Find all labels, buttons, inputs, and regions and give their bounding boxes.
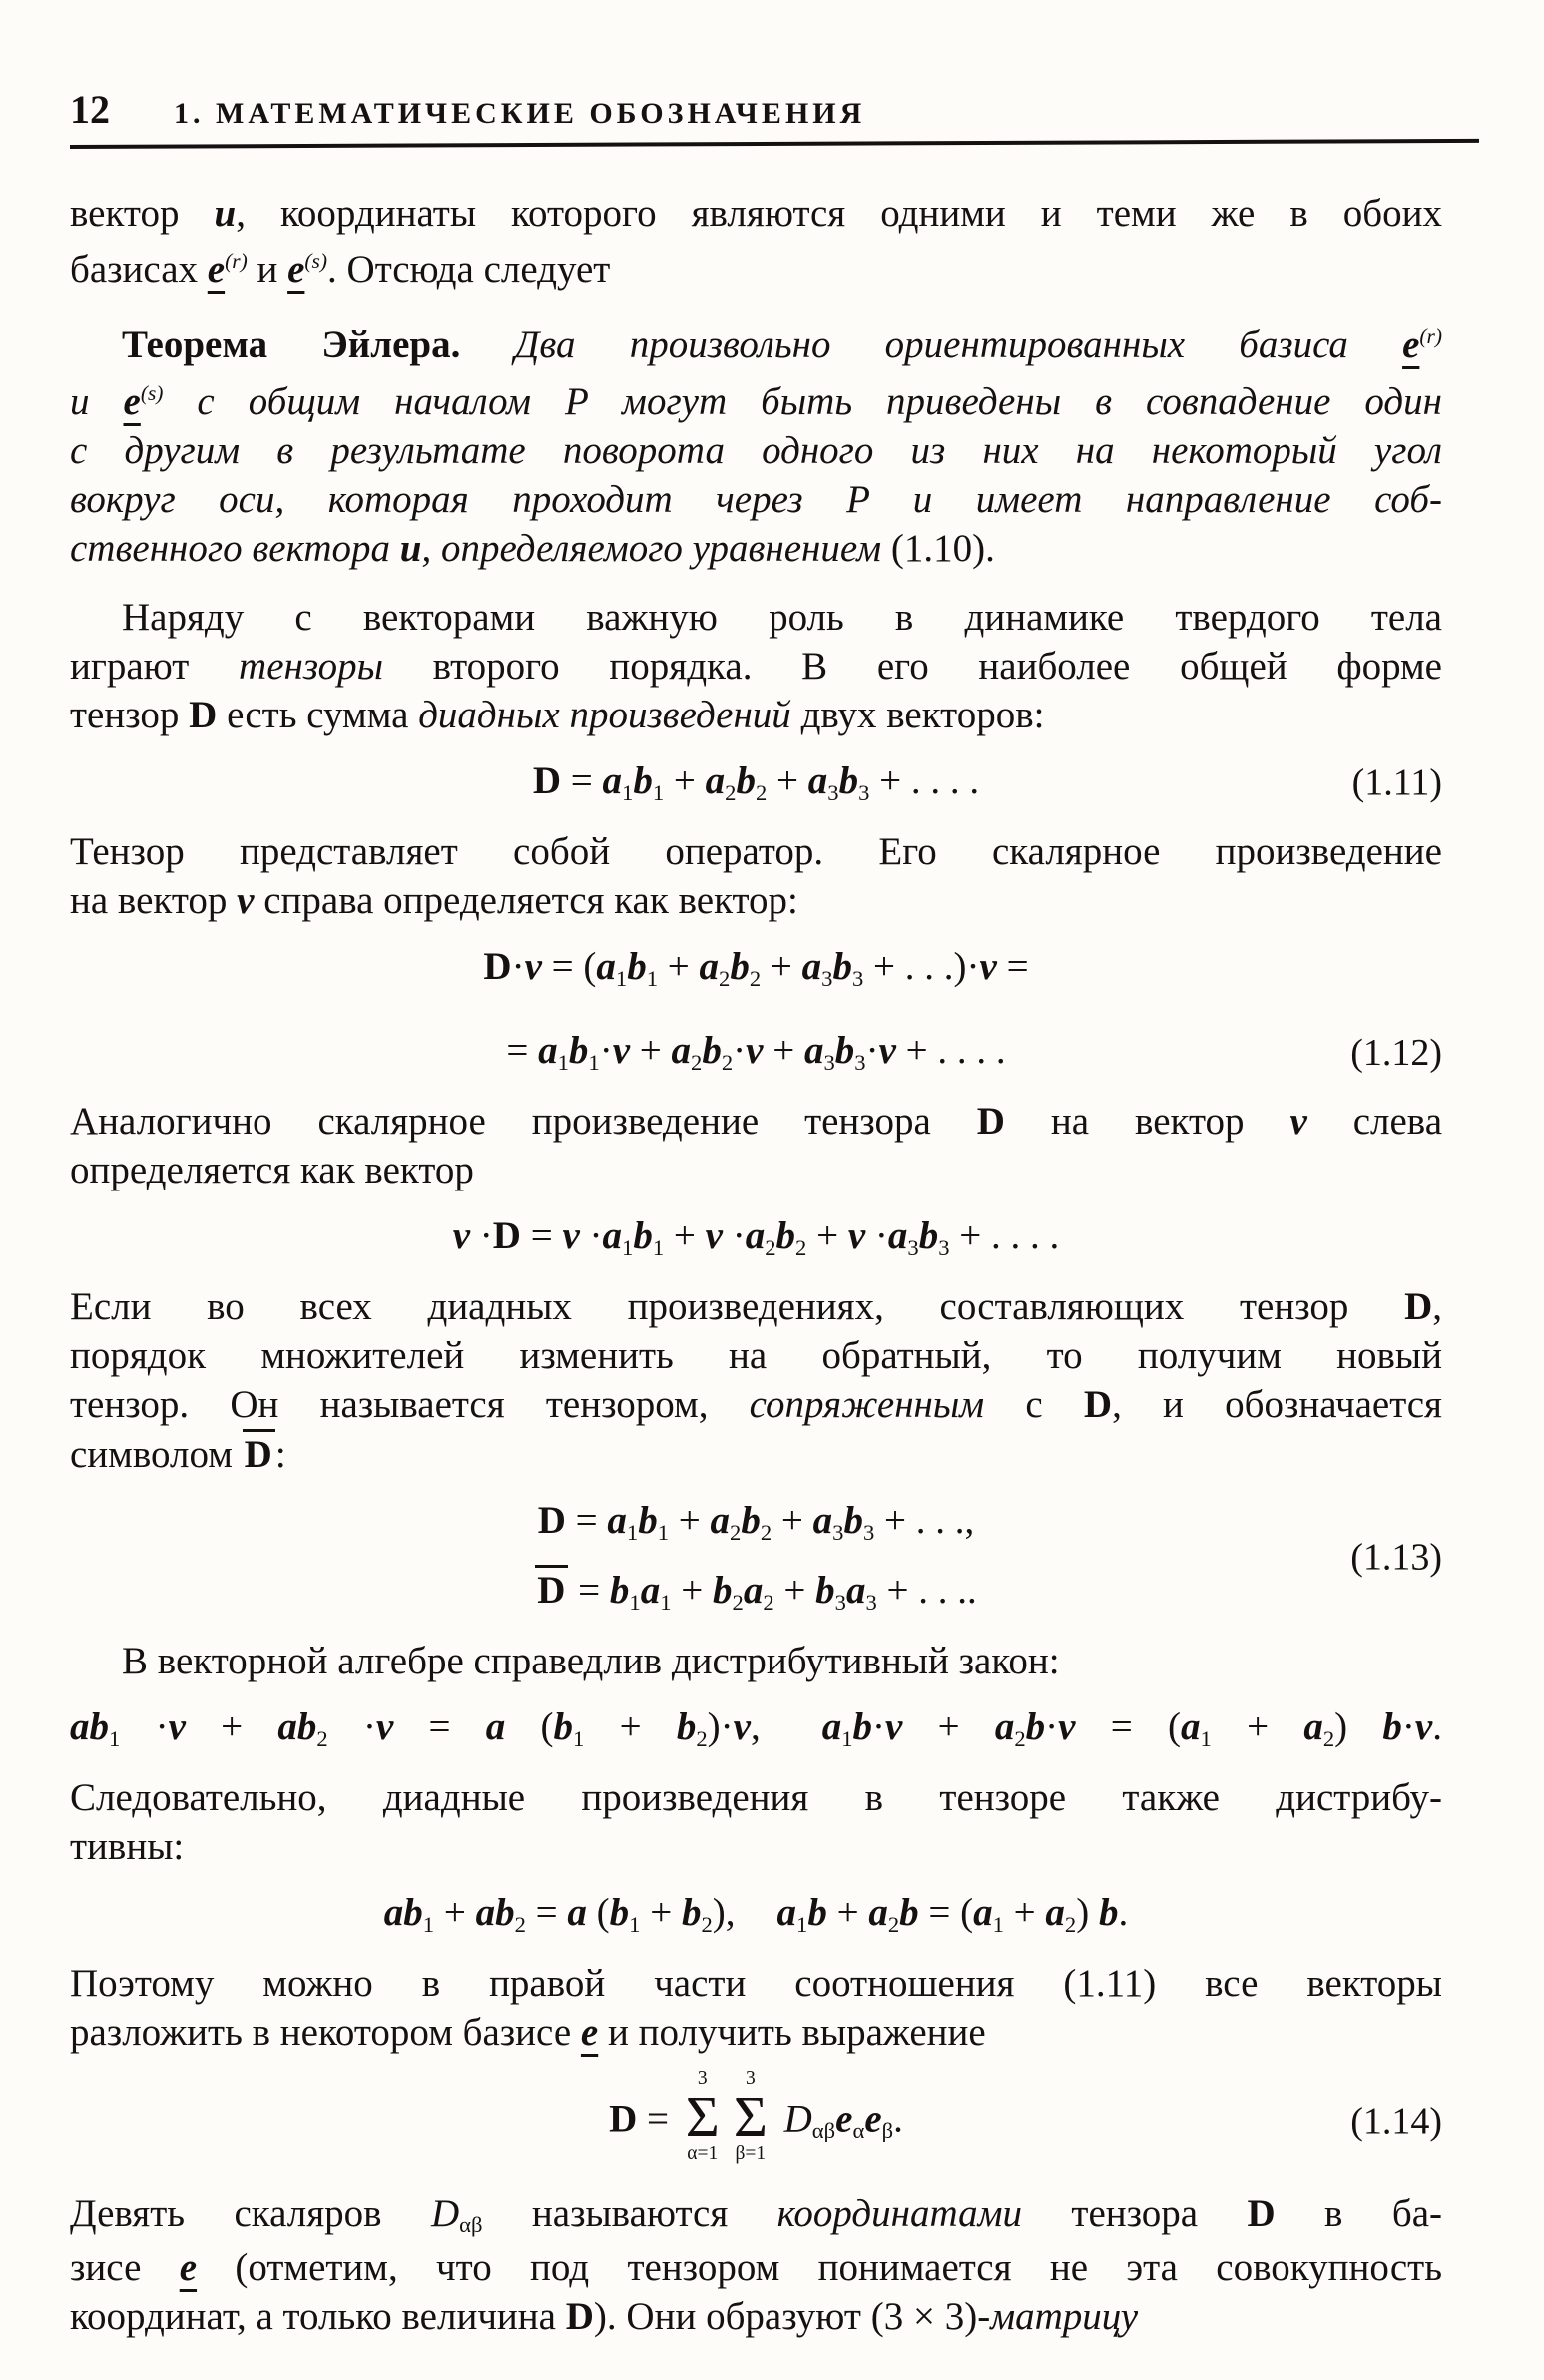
paragraph-intro	[70, 189, 1442, 294]
equation-line: $v \cdot D = v \cdot a_1b_1 + v \cdot a_2b_2 + v \cdot a_3b_3$ + . . . .	[452, 1214, 1060, 1260]
text-line: зисе e (отметим, что под тензором понимается не эта совокупность	[70, 2245, 1443, 2289]
text-line: символом D:	[70, 1429, 1442, 1479]
equation-1-13	[70, 1492, 1442, 1624]
equation-line: $D = a_1b_1 + a_2b_2 + a_3b_3$ + . . . .	[532, 759, 980, 805]
text-line: Тензор представляет собой оператор. Его скалярное произведение	[70, 830, 1442, 873]
text-line: вокруг оси, которая проходит через P и имеет направление соб-	[70, 478, 1442, 521]
text-line: ственного вектора u, определяемого уравнением (1.10).	[70, 527, 995, 570]
equation-body	[70, 1492, 1442, 1624]
text-line: разложить в некотором базисе e и получить выражение	[70, 2011, 986, 2054]
text-line: базисах $e^{(r)}$ и $e^{(s)}$. Отсюда следует	[70, 248, 611, 291]
text-line: Если во всех диадных произведениях, составляющих тензор D,	[70, 1285, 1442, 1328]
equation-body	[70, 2068, 1442, 2171]
text-line: Девять скаляров $D_{\alpha\beta}$ называются координатами тензора D в ба-	[70, 2191, 1442, 2238]
text-line: Аналогично скалярное произведение тензора D на вектор v слева	[70, 1100, 1442, 1143]
text-line: определяется как вектор	[70, 1149, 474, 1191]
paragraph-left-product	[70, 1097, 1442, 1194]
text-line: играют тензоры второго порядка. В его наиболее общей форме	[70, 645, 1442, 688]
equation-dyadic-distributive	[70, 1884, 1442, 1946]
equation-number: (1.12)	[1350, 1032, 1442, 1074]
text-line: Теорема Эйлера. Два произвольно ориентированных базиса $e^{(r)}$	[122, 323, 1442, 366]
equation-body	[70, 1884, 1442, 1946]
text-line: вектор u, координаты которого являются одними и теми же в обоих	[70, 192, 1442, 235]
text-line: Следовательно, диадные произведения в тензоре также дистрибу-	[70, 1776, 1442, 1819]
text-line: порядок множителей изменить на обратный, то получим новый	[70, 1334, 1442, 1377]
text-line: на вектор v справа определяется как вектор:	[70, 879, 798, 922]
running-title: 1. МАТЕМАТИЧЕСКИЕ ОБОЗНАЧЕНИЯ	[174, 97, 866, 130]
page-number: 12	[70, 87, 110, 132]
equation-1-11	[70, 752, 1442, 814]
equation-line: $D = b_1a_1 + b_2a_2 + b_3a_3$ + . . ..	[70, 1562, 1442, 1624]
equation-distributive-law	[70, 1698, 1442, 1760]
equation-line: $D\cdot v = (a_1b_1 + a_2b_2 + a_3b_3$ + . . .)·v =	[483, 945, 1029, 991]
equation-1-14	[70, 2068, 1442, 2171]
equation-number: (1.11)	[1351, 761, 1442, 804]
equation-line: $D = a_1b_1 + a_2b_2 + a_3b_3$ + . . .,	[537, 1499, 975, 1545]
paragraph-tensors	[70, 593, 1442, 739]
page-content	[70, 86, 1442, 2341]
equation-number: (1.13)	[1350, 1536, 1442, 1579]
paragraph-operator	[70, 827, 1442, 925]
paragraph-dyadic-distributive	[70, 1773, 1442, 1871]
paragraph-coordinates	[70, 2189, 1442, 2341]
theorem-paragraph	[70, 312, 1442, 573]
equation-body	[70, 938, 1442, 1084]
paragraph-distributive-law	[70, 1637, 1442, 1685]
text-line: Наряду с векторами важную роль в динамике твердого тела	[122, 596, 1442, 639]
equation-line: $ab_1 + ab_2 = a$ $(b_1 + b_2)$, $a_1b + a_2b = (a_1 + a_2)$ b.	[383, 1891, 1129, 1937]
text-line: с другим в результате поворота одного из них на некоторый угол	[70, 429, 1442, 472]
paragraph-conjugate	[70, 1282, 1442, 1479]
equation-line: D = 3 Σ α=1 3 Σ β=1 $D_{\alpha\beta}e_\alpha e_\beta$.	[609, 2068, 903, 2165]
equation-1-12	[70, 938, 1442, 1084]
text-line: координат, а только величина D). Они образуют (3 × 3)-матрицу	[70, 2294, 1139, 2338]
equation-body	[70, 1207, 1442, 1269]
equation-number: (1.14)	[1350, 2100, 1442, 2142]
page-header	[70, 86, 1442, 133]
equation-left-product	[70, 1207, 1442, 1269]
text-line: и $e^{(s)}$ с общим началом P могут быть приведены в совпадение один	[70, 380, 1442, 423]
header-rule-wrap	[70, 145, 1442, 149]
text-line: Поэтому можно в правой части соотношения (1.11) все векторы	[70, 1962, 1442, 2005]
equation-line: = $a_1b_1\cdot v + a_2b_2\cdot v + a_3b_3\cdot v$ + . . . .	[506, 1029, 1006, 1075]
paragraph-basis-expansion	[70, 1959, 1442, 2057]
text-line: В векторной алгебре справедлив дистрибутивный закон:	[122, 1640, 1060, 1682]
text-line: тивны:	[70, 1825, 185, 1868]
equation-body	[70, 1698, 1442, 1760]
text-line: тензор. Он называется тензором, сопряженным с D, и обозначается	[70, 1383, 1442, 1426]
equation-line: $ab_1 \cdot v + ab_2 \cdot v = a$ $(b_1 + b_2)\cdot v$, $a_1b\cdot v + a_2b\cdot v = (a_1 + a_2)$ b·v.	[70, 1705, 1442, 1751]
header-rule	[70, 139, 1479, 149]
text-line: тензор D есть сумма диадных произведений двух векторов:	[70, 694, 1045, 736]
equation-body	[70, 752, 1442, 814]
